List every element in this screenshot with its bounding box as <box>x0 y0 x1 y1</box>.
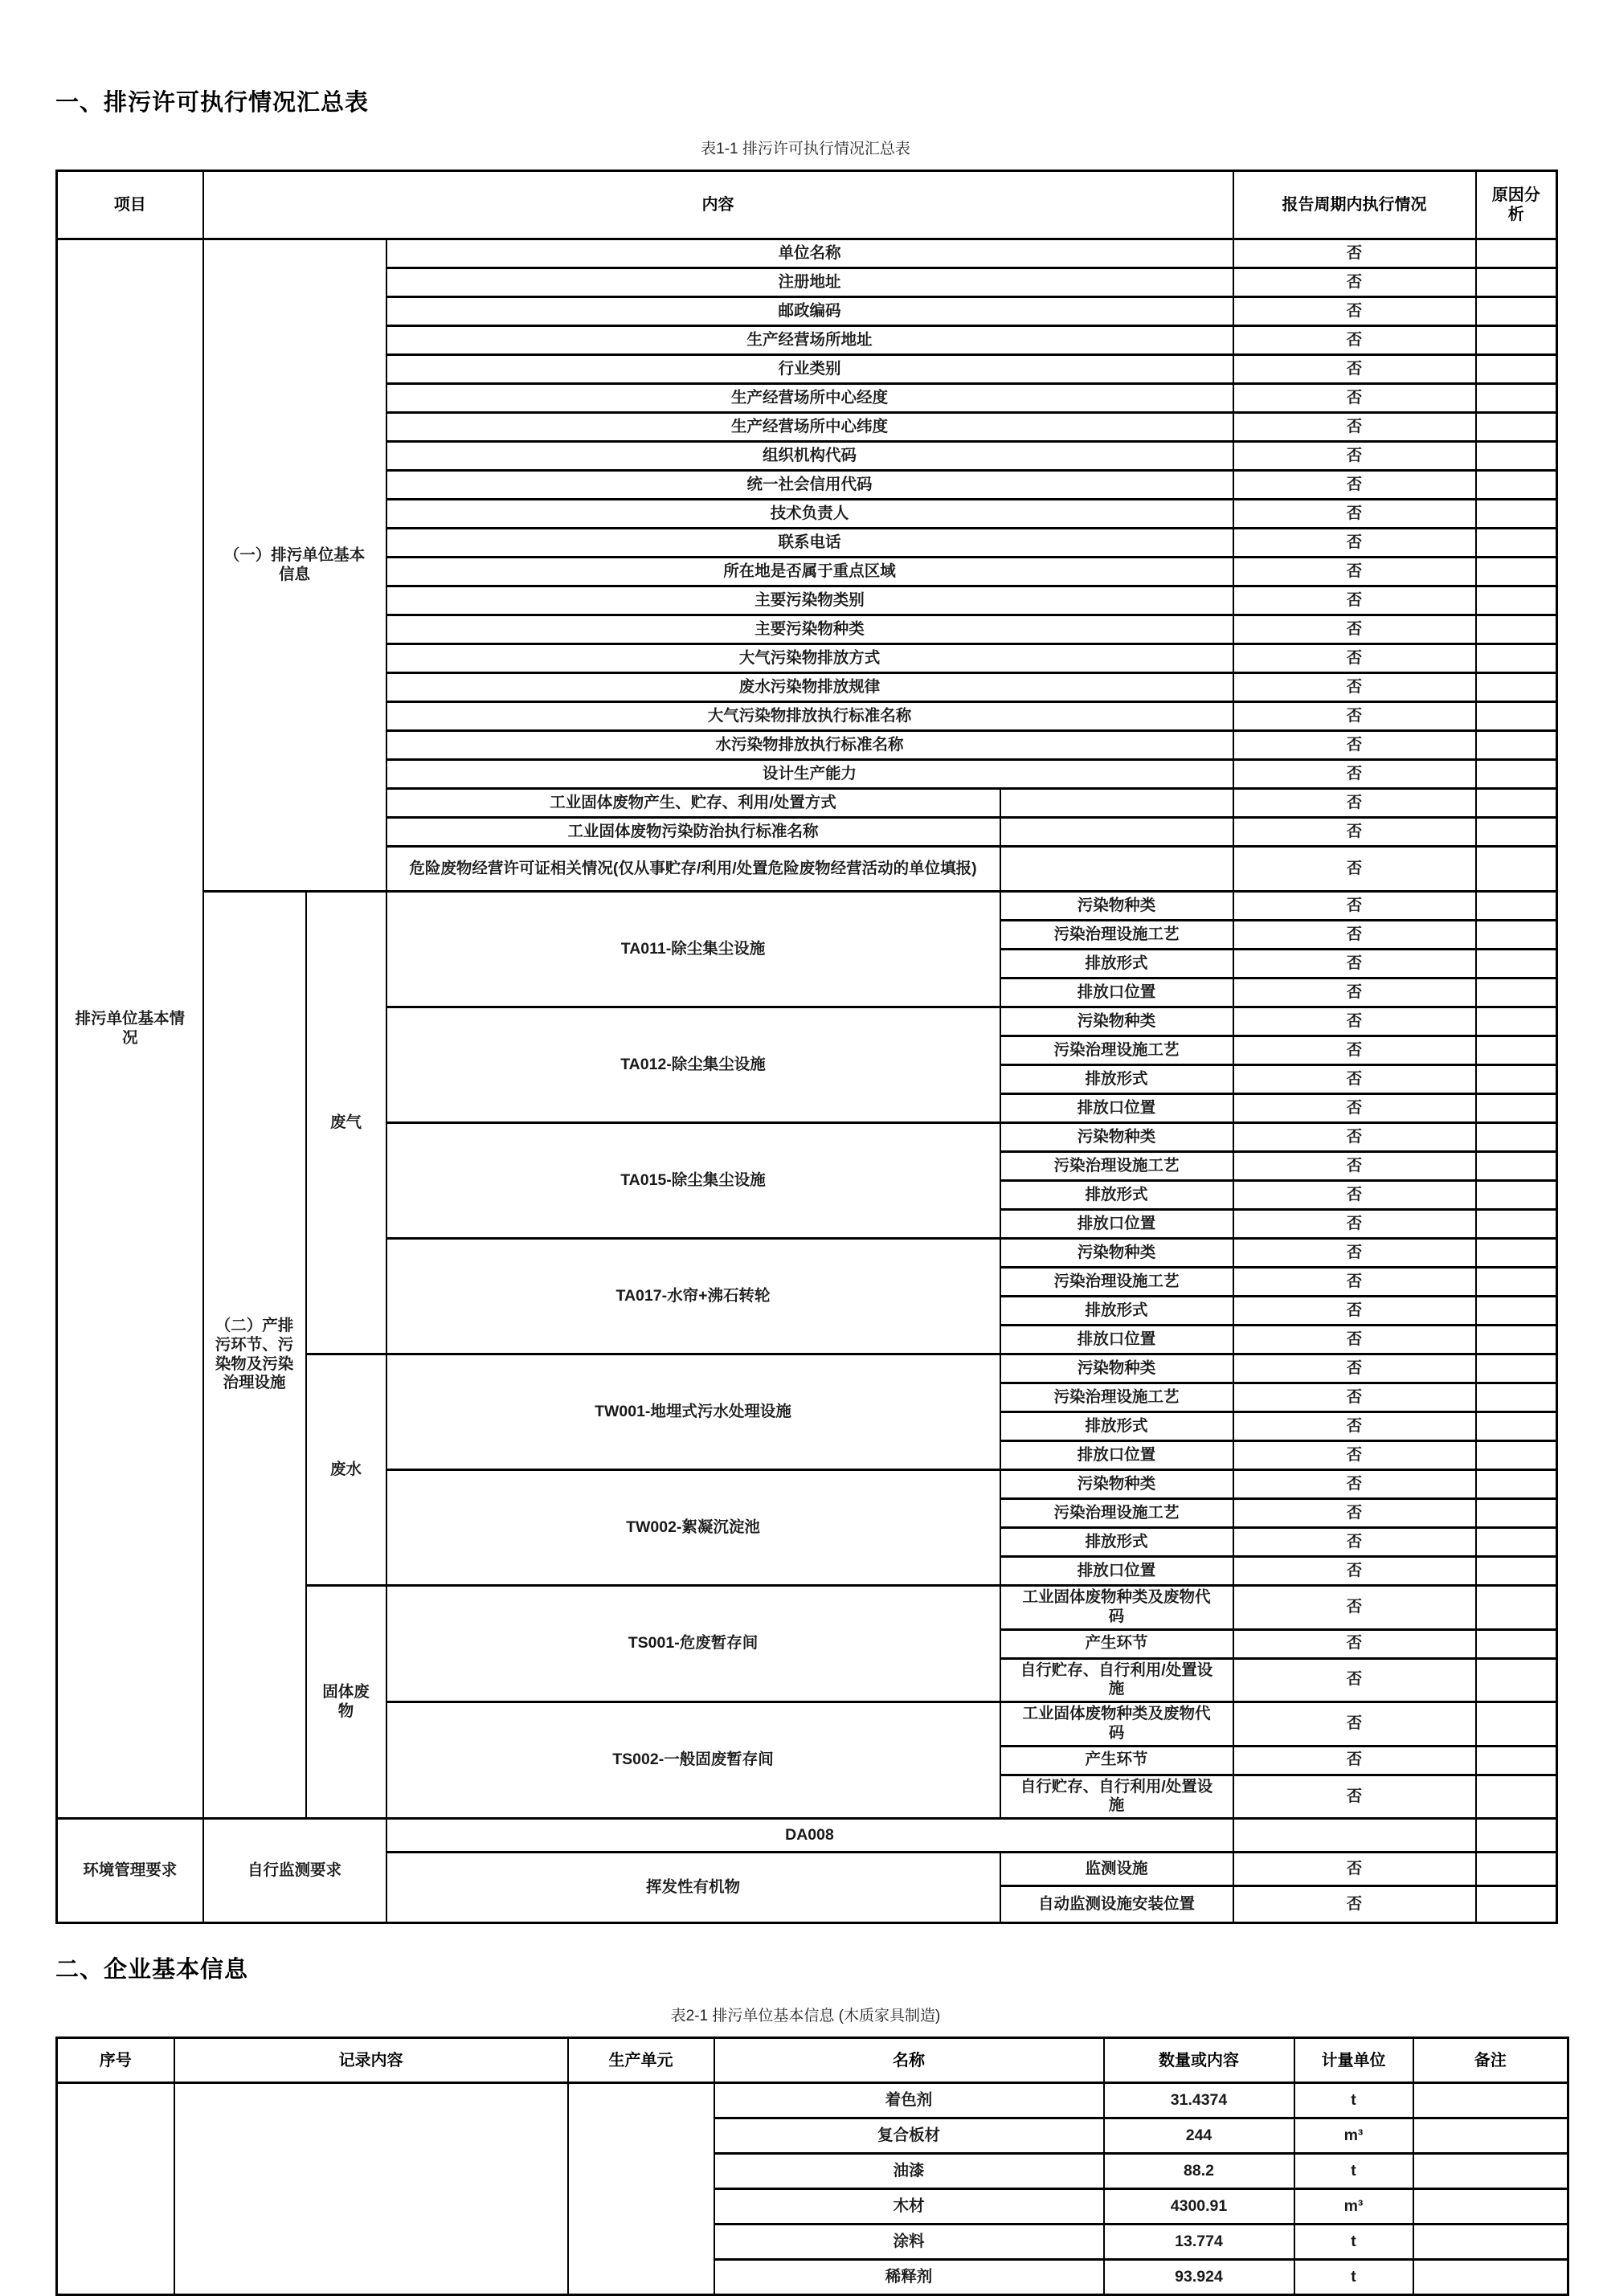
status-cell: 否 <box>1233 673 1476 702</box>
cell-category-gas: 废气 <box>306 892 386 1354</box>
row-label-cell: 大气污染物排放执行标准名称 <box>386 702 1233 731</box>
row-label-cell: 生产经营场所地址 <box>386 326 1233 355</box>
facility-name-cell: TW001-地埋式污水处理设施 <box>386 1354 1000 1470</box>
table-row <box>57 892 1557 921</box>
table-row <box>57 1819 1557 1853</box>
table-row <box>57 239 1557 268</box>
facility-name-cell: TA011-除尘集尘设施 <box>386 892 1000 1007</box>
reason-cell <box>1476 921 1557 950</box>
reason-cell <box>1476 892 1557 921</box>
row-label-cell: 行业类别 <box>386 355 1233 384</box>
status-cell: 否 <box>1233 442 1476 471</box>
cell-project-group2: 环境管理要求 <box>57 1819 203 1923</box>
status-cell: 否 <box>1233 1586 1476 1630</box>
row-label-cell: 危险废物经营许可证相关情况(仅从事贮存/利用/处置危险废物经营活动的单位填报) <box>386 847 1000 892</box>
row-label-cell: 技术负责人 <box>386 500 1233 529</box>
quantity-cell: 31.4374 <box>1104 2083 1294 2118</box>
reason-cell <box>1476 1239 1557 1268</box>
status-cell: 否 <box>1233 1853 1476 1886</box>
sub-label-cell: 污染治理设施工艺 <box>1000 1383 1233 1412</box>
reason-cell <box>1476 1210 1557 1239</box>
quantity-cell: 88.2 <box>1104 2154 1294 2189</box>
facility-name-cell: TS001-危废暂存间 <box>386 1586 1000 1702</box>
reason-cell <box>1476 1297 1557 1326</box>
sub-label-cell: 污染物种类 <box>1000 1354 1233 1383</box>
row-label-cell: 单位名称 <box>386 239 1233 268</box>
status-cell: 否 <box>1233 1181 1476 1210</box>
section1-heading: 一、排污许可执行情况汇总表 <box>55 90 370 116</box>
sub-label-cell: 产生环节 <box>1000 1629 1233 1658</box>
cell-project-group1: 排污单位基本情况 <box>57 239 203 1819</box>
sub-label-cell: 污染物种类 <box>1000 1123 1233 1152</box>
status-cell: 否 <box>1233 1412 1476 1441</box>
remark-cell <box>1413 2260 1568 2295</box>
sub-label-cell: 监测设施 <box>1000 1853 1233 1886</box>
cell-record-content <box>174 2083 568 2295</box>
row-label-cell: 设计生产能力 <box>386 760 1233 789</box>
status-cell: 否 <box>1233 1065 1476 1094</box>
reason-cell <box>1476 1007 1557 1036</box>
reason-cell <box>1476 558 1557 586</box>
status-cell: 否 <box>1233 1326 1476 1354</box>
reason-cell <box>1476 326 1557 355</box>
status-cell: 否 <box>1233 1123 1476 1152</box>
status-cell: 否 <box>1233 500 1476 529</box>
facility-name-cell: TA017-水帘+沸石转轮 <box>386 1239 1000 1354</box>
sub-label-cell: 排放口位置 <box>1000 1441 1233 1470</box>
reason-cell <box>1476 789 1557 818</box>
row-label-cell: 废水污染物排放规律 <box>386 673 1233 702</box>
reason-cell <box>1476 1557 1557 1586</box>
status-cell: 否 <box>1233 1528 1476 1557</box>
reason-cell <box>1476 1886 1557 1923</box>
sub-label-cell: 自行贮存、自行利用/处置设施 <box>1000 1658 1233 1702</box>
sub-label-cell: 污染治理设施工艺 <box>1000 1036 1233 1065</box>
reason-cell <box>1476 1152 1557 1181</box>
status-cell: 否 <box>1233 818 1476 847</box>
status-cell: 否 <box>1233 760 1476 789</box>
reason-cell <box>1476 1181 1557 1210</box>
header-production-unit: 生产单元 <box>568 2038 714 2083</box>
material-name-cell: 油漆 <box>714 2154 1104 2189</box>
header-record-content: 记录内容 <box>174 2038 568 2083</box>
row-label-cell: 生产经营场所中心经度 <box>386 384 1233 413</box>
reason-cell <box>1476 1746 1557 1775</box>
status-cell: 否 <box>1233 529 1476 558</box>
remark-cell <box>1413 2154 1568 2189</box>
reason-cell <box>1476 760 1557 789</box>
table1-header-row <box>57 171 1557 239</box>
row-label-cell: 邮政编码 <box>386 297 1233 326</box>
status-cell: 否 <box>1233 1629 1476 1658</box>
sub-label-cell: 排放形式 <box>1000 1528 1233 1557</box>
sub-label-cell: 工业固体废物种类及废物代码 <box>1000 1586 1233 1630</box>
reason-cell <box>1476 1853 1557 1886</box>
status-cell: 否 <box>1233 1036 1476 1065</box>
reason-cell <box>1476 1775 1557 1819</box>
sub-label-cell: 排放形式 <box>1000 950 1233 978</box>
status-cell: 否 <box>1233 1441 1476 1470</box>
status-cell: 否 <box>1233 239 1476 268</box>
status-cell: 否 <box>1233 892 1476 921</box>
row-label-cell: 水污染物排放执行标准名称 <box>386 731 1233 760</box>
row-label-cell: 大气污染物排放方式 <box>386 644 1233 673</box>
reason-cell <box>1476 1528 1557 1557</box>
cell-category-solid: 固体废物 <box>306 1586 386 1819</box>
reason-cell <box>1476 1499 1557 1528</box>
reason-cell <box>1476 1123 1557 1152</box>
sub-label-cell: 排放形式 <box>1000 1065 1233 1094</box>
reason-cell <box>1476 586 1557 615</box>
row-label-cell: DA008 <box>386 1819 1233 1853</box>
status-cell: 否 <box>1233 413 1476 442</box>
reason-cell <box>1476 1036 1557 1065</box>
cell-production-unit <box>568 2083 714 2295</box>
status-cell: 否 <box>1233 702 1476 731</box>
reason-cell <box>1476 673 1557 702</box>
header-name: 名称 <box>714 2038 1104 2083</box>
reason-cell <box>1476 1658 1557 1702</box>
status-cell: 否 <box>1233 1297 1476 1326</box>
material-name-cell: 涂料 <box>714 2225 1104 2260</box>
sub-label-cell: 污染物种类 <box>1000 1007 1233 1036</box>
sub-label-cell: 污染物种类 <box>1000 1470 1233 1499</box>
status-cell: 否 <box>1233 1658 1476 1702</box>
sub-label-cell: 污染物种类 <box>1000 892 1233 921</box>
facility-name-cell: TS002-一般固废暂存间 <box>386 1702 1000 1819</box>
reason-cell <box>1476 471 1557 500</box>
reason-cell <box>1476 615 1557 644</box>
cell-section-a-label: （一）排污单位基本信息 <box>203 239 386 892</box>
sub-label-cell: 污染治理设施工艺 <box>1000 1499 1233 1528</box>
facility-name-cell: TA012-除尘集尘设施 <box>386 1007 1000 1123</box>
status-cell: 否 <box>1233 1210 1476 1239</box>
material-name-cell: 木材 <box>714 2189 1104 2225</box>
sub-label-cell: 排放口位置 <box>1000 1210 1233 1239</box>
table2-header-row <box>57 2038 1568 2083</box>
reason-cell <box>1476 268 1557 297</box>
status-cell: 否 <box>1233 644 1476 673</box>
reason-cell <box>1476 978 1557 1007</box>
cell-section-b-label: （二）产排污环节、污染物及污染治理设施 <box>203 892 306 1819</box>
sub-label-cell: 产生环节 <box>1000 1746 1233 1775</box>
material-name-cell: 复合板材 <box>714 2118 1104 2154</box>
unit-cell: t <box>1294 2154 1413 2189</box>
reason-cell <box>1476 355 1557 384</box>
remark-cell <box>1413 2083 1568 2118</box>
status-cell: 否 <box>1233 1268 1476 1297</box>
status-cell: 否 <box>1233 268 1476 297</box>
reason-cell <box>1476 384 1557 413</box>
sub-label-cell <box>1000 818 1233 847</box>
cell-seq <box>57 2083 174 2295</box>
status-cell <box>1233 1819 1476 1853</box>
status-cell: 否 <box>1233 1354 1476 1383</box>
row-label-cell: 联系电话 <box>386 529 1233 558</box>
header-execution: 报告周期内执行情况 <box>1233 171 1476 239</box>
row-label-cell: 生产经营场所中心纬度 <box>386 413 1233 442</box>
status-cell: 否 <box>1233 1007 1476 1036</box>
sub-label-cell: 排放形式 <box>1000 1412 1233 1441</box>
permit-summary-table <box>55 170 1558 1924</box>
unit-cell: m³ <box>1294 2189 1413 2225</box>
header-remark: 备注 <box>1413 2038 1568 2083</box>
unit-cell: t <box>1294 2225 1413 2260</box>
row-label-cell: 组织机构代码 <box>386 442 1233 471</box>
status-cell: 否 <box>1233 558 1476 586</box>
sub-label-cell: 工业固体废物种类及废物代码 <box>1000 1702 1233 1747</box>
remark-cell <box>1413 2118 1568 2154</box>
status-cell: 否 <box>1233 950 1476 978</box>
quantity-cell: 93.924 <box>1104 2260 1294 2295</box>
table2-caption: 表2-1 排污单位基本信息 (木质家具制造) <box>670 2008 941 2025</box>
reason-cell <box>1476 1586 1557 1630</box>
reason-cell <box>1476 847 1557 892</box>
status-cell: 否 <box>1233 1886 1476 1923</box>
reason-cell <box>1476 1354 1557 1383</box>
reason-cell <box>1476 500 1557 529</box>
sub-label-cell: 排放口位置 <box>1000 1094 1233 1123</box>
unit-cell: t <box>1294 2260 1413 2295</box>
header-item: 项目 <box>57 171 203 239</box>
status-cell: 否 <box>1233 1152 1476 1181</box>
header-reason: 原因分析 <box>1476 171 1557 239</box>
table-row <box>57 2083 1568 2118</box>
sub-label-cell: 自行贮存、自行利用/处置设施 <box>1000 1775 1233 1819</box>
reason-cell <box>1476 818 1557 847</box>
quantity-cell: 4300.91 <box>1104 2189 1294 2225</box>
row-label-cell: 主要污染物类别 <box>386 586 1233 615</box>
status-cell: 否 <box>1233 1775 1476 1819</box>
row-label-cell: 统一社会信用代码 <box>386 471 1233 500</box>
reason-cell <box>1476 529 1557 558</box>
sub-label-cell <box>1000 847 1233 892</box>
reason-cell <box>1476 1094 1557 1123</box>
header-content: 内容 <box>203 171 1233 239</box>
status-cell: 否 <box>1233 789 1476 818</box>
header-quantity: 数量或内容 <box>1104 2038 1294 2083</box>
status-cell: 否 <box>1233 355 1476 384</box>
facility-name-cell: TA015-除尘集尘设施 <box>386 1123 1000 1239</box>
remark-cell <box>1413 2189 1568 2225</box>
row-label-cell: 主要污染物种类 <box>386 615 1233 644</box>
reason-cell <box>1476 1326 1557 1354</box>
reason-cell <box>1476 297 1557 326</box>
reason-cell <box>1476 702 1557 731</box>
reason-cell <box>1476 1065 1557 1094</box>
reason-cell <box>1476 1702 1557 1747</box>
sub-label-cell <box>1000 789 1233 818</box>
reason-cell <box>1476 413 1557 442</box>
sub-label-cell: 污染治理设施工艺 <box>1000 921 1233 950</box>
table1-caption: 表1-1 排污许可执行情况汇总表 <box>701 141 910 157</box>
status-cell: 否 <box>1233 586 1476 615</box>
material-name-cell: 着色剂 <box>714 2083 1104 2118</box>
reason-cell <box>1476 731 1557 760</box>
status-cell: 否 <box>1233 326 1476 355</box>
status-cell: 否 <box>1233 921 1476 950</box>
reason-cell <box>1476 239 1557 268</box>
reason-cell <box>1476 1819 1557 1853</box>
status-cell: 否 <box>1233 1094 1476 1123</box>
header-seq: 序号 <box>57 2038 174 2083</box>
sub-label-cell: 污染物种类 <box>1000 1239 1233 1268</box>
reason-cell <box>1476 1268 1557 1297</box>
reason-cell <box>1476 950 1557 978</box>
remark-cell <box>1413 2225 1568 2260</box>
status-cell: 否 <box>1233 1383 1476 1412</box>
status-cell: 否 <box>1233 615 1476 644</box>
status-cell: 否 <box>1233 384 1476 413</box>
unit-cell: m³ <box>1294 2118 1413 2154</box>
status-cell: 否 <box>1233 471 1476 500</box>
reason-cell <box>1476 1383 1557 1412</box>
reason-cell <box>1476 1412 1557 1441</box>
sub-label-cell: 排放口位置 <box>1000 978 1233 1007</box>
status-cell: 否 <box>1233 978 1476 1007</box>
status-cell: 否 <box>1233 1239 1476 1268</box>
reason-cell <box>1476 1629 1557 1658</box>
sub-label-cell: 自动监测设施安装位置 <box>1000 1886 1233 1923</box>
enterprise-info-table <box>55 2037 1569 2296</box>
sub-label-cell: 排放口位置 <box>1000 1557 1233 1586</box>
row-label-cell: 注册地址 <box>386 268 1233 297</box>
status-cell: 否 <box>1233 731 1476 760</box>
sub-label-cell: 污染治理设施工艺 <box>1000 1268 1233 1297</box>
status-cell: 否 <box>1233 297 1476 326</box>
cell-category-water: 废水 <box>306 1354 386 1586</box>
unit-cell: t <box>1294 2083 1413 2118</box>
quantity-cell: 13.774 <box>1104 2225 1294 2260</box>
status-cell: 否 <box>1233 1746 1476 1775</box>
status-cell: 否 <box>1233 1470 1476 1499</box>
sub-label-cell: 排放口位置 <box>1000 1326 1233 1354</box>
section2-heading: 二、企业基本信息 <box>55 1957 249 1983</box>
row-label-cell: 所在地是否属于重点区域 <box>386 558 1233 586</box>
row-label-cell: 工业固体废物污染防治执行标准名称 <box>386 818 1000 847</box>
facility-name-cell: 挥发性有机物 <box>386 1853 1000 1923</box>
row-label-cell: 工业固体废物产生、贮存、利用/处置方式 <box>386 789 1000 818</box>
status-cell: 否 <box>1233 847 1476 892</box>
reason-cell <box>1476 1441 1557 1470</box>
reason-cell <box>1476 644 1557 673</box>
facility-name-cell: TW002-絮凝沉淀池 <box>386 1470 1000 1586</box>
material-name-cell: 稀释剂 <box>714 2260 1104 2295</box>
header-unit: 计量单位 <box>1294 2038 1413 2083</box>
reason-cell <box>1476 442 1557 471</box>
quantity-cell: 244 <box>1104 2118 1294 2154</box>
status-cell: 否 <box>1233 1557 1476 1586</box>
sub-label-cell: 排放形式 <box>1000 1181 1233 1210</box>
sub-label-cell: 污染治理设施工艺 <box>1000 1152 1233 1181</box>
reason-cell <box>1476 1470 1557 1499</box>
cell-self-monitoring-label: 自行监测要求 <box>203 1819 386 1923</box>
sub-label-cell: 排放形式 <box>1000 1297 1233 1326</box>
status-cell: 否 <box>1233 1702 1476 1747</box>
status-cell: 否 <box>1233 1499 1476 1528</box>
